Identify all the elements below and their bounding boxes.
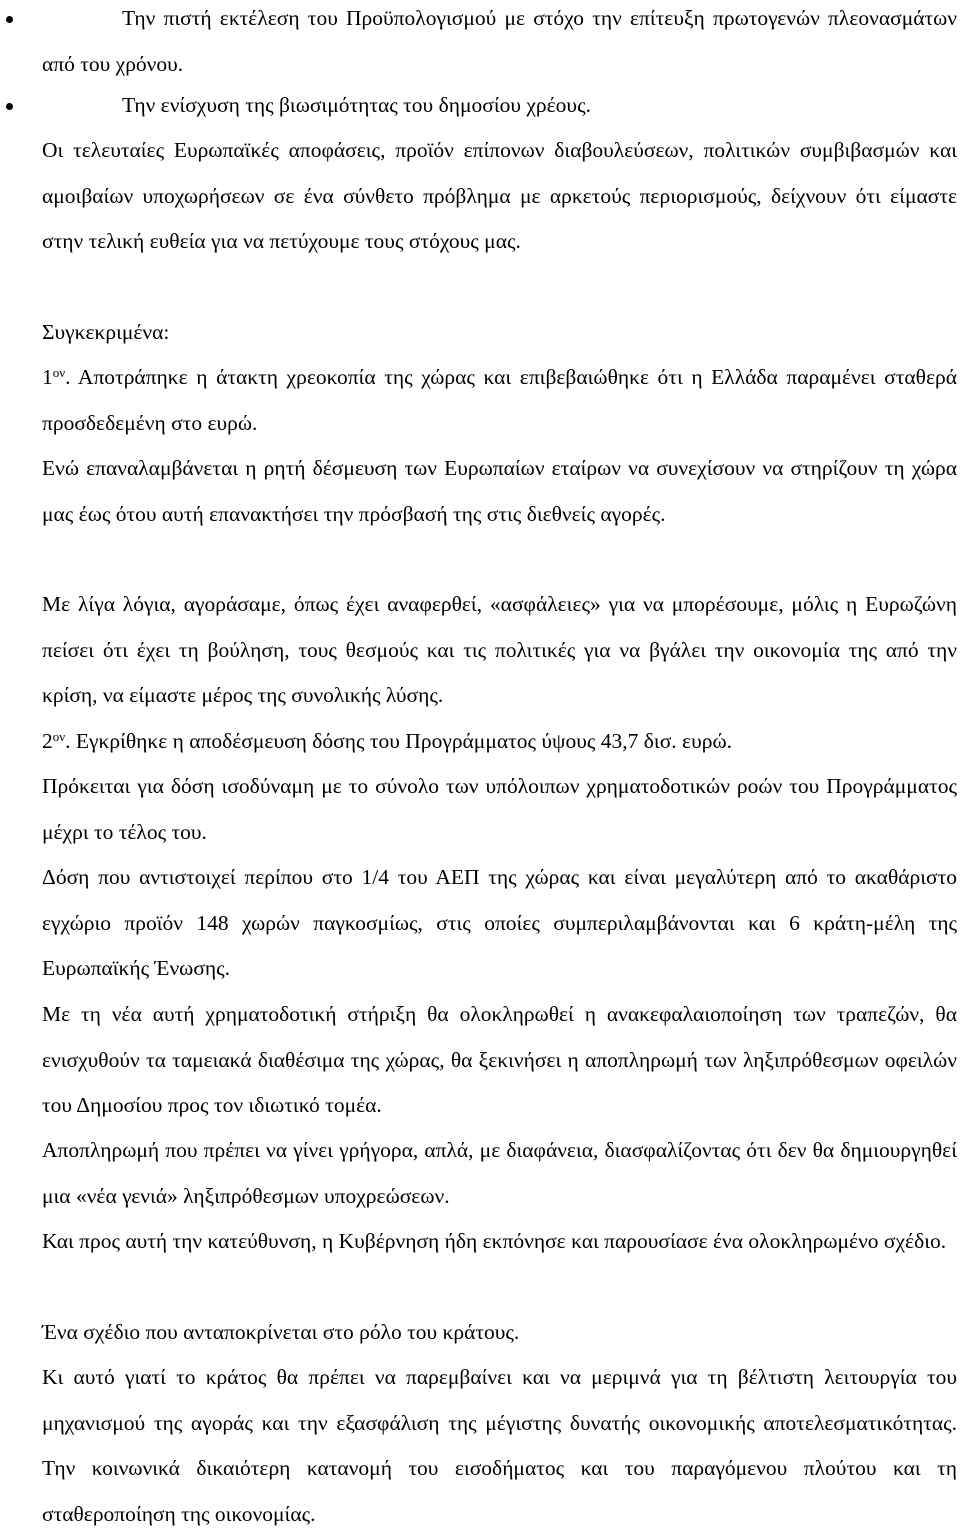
item-number: 2 (42, 729, 53, 753)
paragraph: Και προς αυτή την κατεύθυνση, η Κυβέρνηση ήδη εκπόνησε και παρουσίασε ένα ολοκληρωμένο σχέδιο. (42, 1229, 947, 1253)
paragraph: Δόση που αντιστοιχεί περίπου στο 1/4 του ΑΕΠ της χώρας και είναι μεγαλύτερη από το ακαθάριστο εγχώριο προϊόν 148 χωρών παγκοσμίως, στις οποίες συμπεριλαμβάνονται και 6 κράτη-μέλη της Ευρωπαϊκής Ένωσης. (42, 865, 957, 980)
paragraph: Με τη νέα αυτή χρηματοδοτική στήριξη θα ολοκληρωθεί η ανακεφαλαιοποίηση των τραπεζών, θα ενισχυθούν τα ταμειακά διαθέσιμα της χώρας, θα ξεκινήσει η αποπληρωμή των ληξιπρόθεσμων οφειλών του Δημοσίου προς τον ιδιωτικό τομέα. (42, 1002, 957, 1117)
paragraph: Κι αυτό γιατί το κράτος θα πρέπει να παρεμβαίνει και να μεριμνά για τη βέλτιστη λειτουργία του μηχανισμού της αγοράς και την εξασφάλιση της μέγιστης δυνατής οικονομικής αποτελεσματικότητας. Την κοινωνικά δικαιότερη κατανομή του εισοδήματος και του παραγόμενου πλούτου και τη σταθεροποίηση της οικονομίας. (42, 1365, 957, 1526)
paragraph: Με λίγα λόγια, αγοράσαμε, όπως έχει αναφερθεί, «ασφάλειες» για να μπορέσουμε, μόλις η Ευρωζώνη πείσει ότι έχει τη βούληση, τους θεσμούς και τις πολιτικές για να βγάλει την οικονομία της από την κρίση, να είμαστε μέρος της συνολικής λύσης. (42, 592, 957, 707)
item-text: . Εγκρίθηκε η αποδέσμευση δόσης του Προγράμματος ύψους 43,7 δισ. ευρώ. (65, 729, 732, 753)
bullet-text: Την ενίσχυση της βιωσιμότητας του δημοσίου χρέους. (122, 93, 591, 117)
item-text: . Αποτράπηκε η άτακτη χρεοκοπία της χώρας και επιβεβαιώθηκε ότι η Ελλάδα παραμένει σταθερά προσδεδεμένη στο ευρώ. (42, 365, 957, 435)
paragraph: Οι τελευταίες Ευρωπαϊκές αποφάσεις, προϊόν επίπονων διαβουλεύσεων, πολιτικών συμβιβασμών και αμοιβαίων υποχωρήσεων σε ένα σύνθετο πρόβλημα με αρκετούς περιορισμούς, δείχνουν ότι είμαστε στην τελική ευθεία για να πετύχουμε τους στόχους μας. (42, 138, 957, 253)
paragraph: Ένα σχέδιο που ανταποκρίνεται στο ρόλο του κράτους. (42, 1320, 520, 1344)
bullet-dot-icon (6, 103, 13, 110)
paragraph: Πρόκειται για δόση ισοδύναμη με το σύνολο των υπόλοιπων χρηματοδοτικών ροών του Προγράμματος μέχρι το τέλος του. (42, 774, 957, 844)
paragraph: Συγκεκριμένα: (42, 320, 170, 344)
numbered-paragraph (42, 355, 957, 446)
item-number-suffix: ον (52, 728, 66, 744)
paragraph: Αποπληρωμή που πρέπει να γίνει γρήγορα, απλά, με διαφάνεια, διασφαλίζοντας ότι δεν θα δημιουργηθεί μια «νέα γενιά» ληξιπρόθεσμων υποχρεώσεων. (42, 1138, 957, 1208)
item-number-suffix: ον (52, 364, 66, 380)
numbered-paragraph (42, 719, 957, 765)
bullet-dot-icon (6, 16, 13, 23)
bullet-text: Την πιστή εκτέλεση του Προϋπολογισμού με στόχο την επίτευξη πρωτογενών πλεονασμάτων από του χρόνου. (42, 6, 957, 76)
paragraph: Ενώ επαναλαμβάνεται η ρητή δέσμευση των Ευρωπαίων εταίρων να συνεχίσουν να στηρίζουν τη χώρα μας έως ότου αυτή επανακτήσει την πρόσβασή της στις διεθνείς αγορές. (42, 456, 957, 526)
item-number: 1 (42, 365, 53, 389)
